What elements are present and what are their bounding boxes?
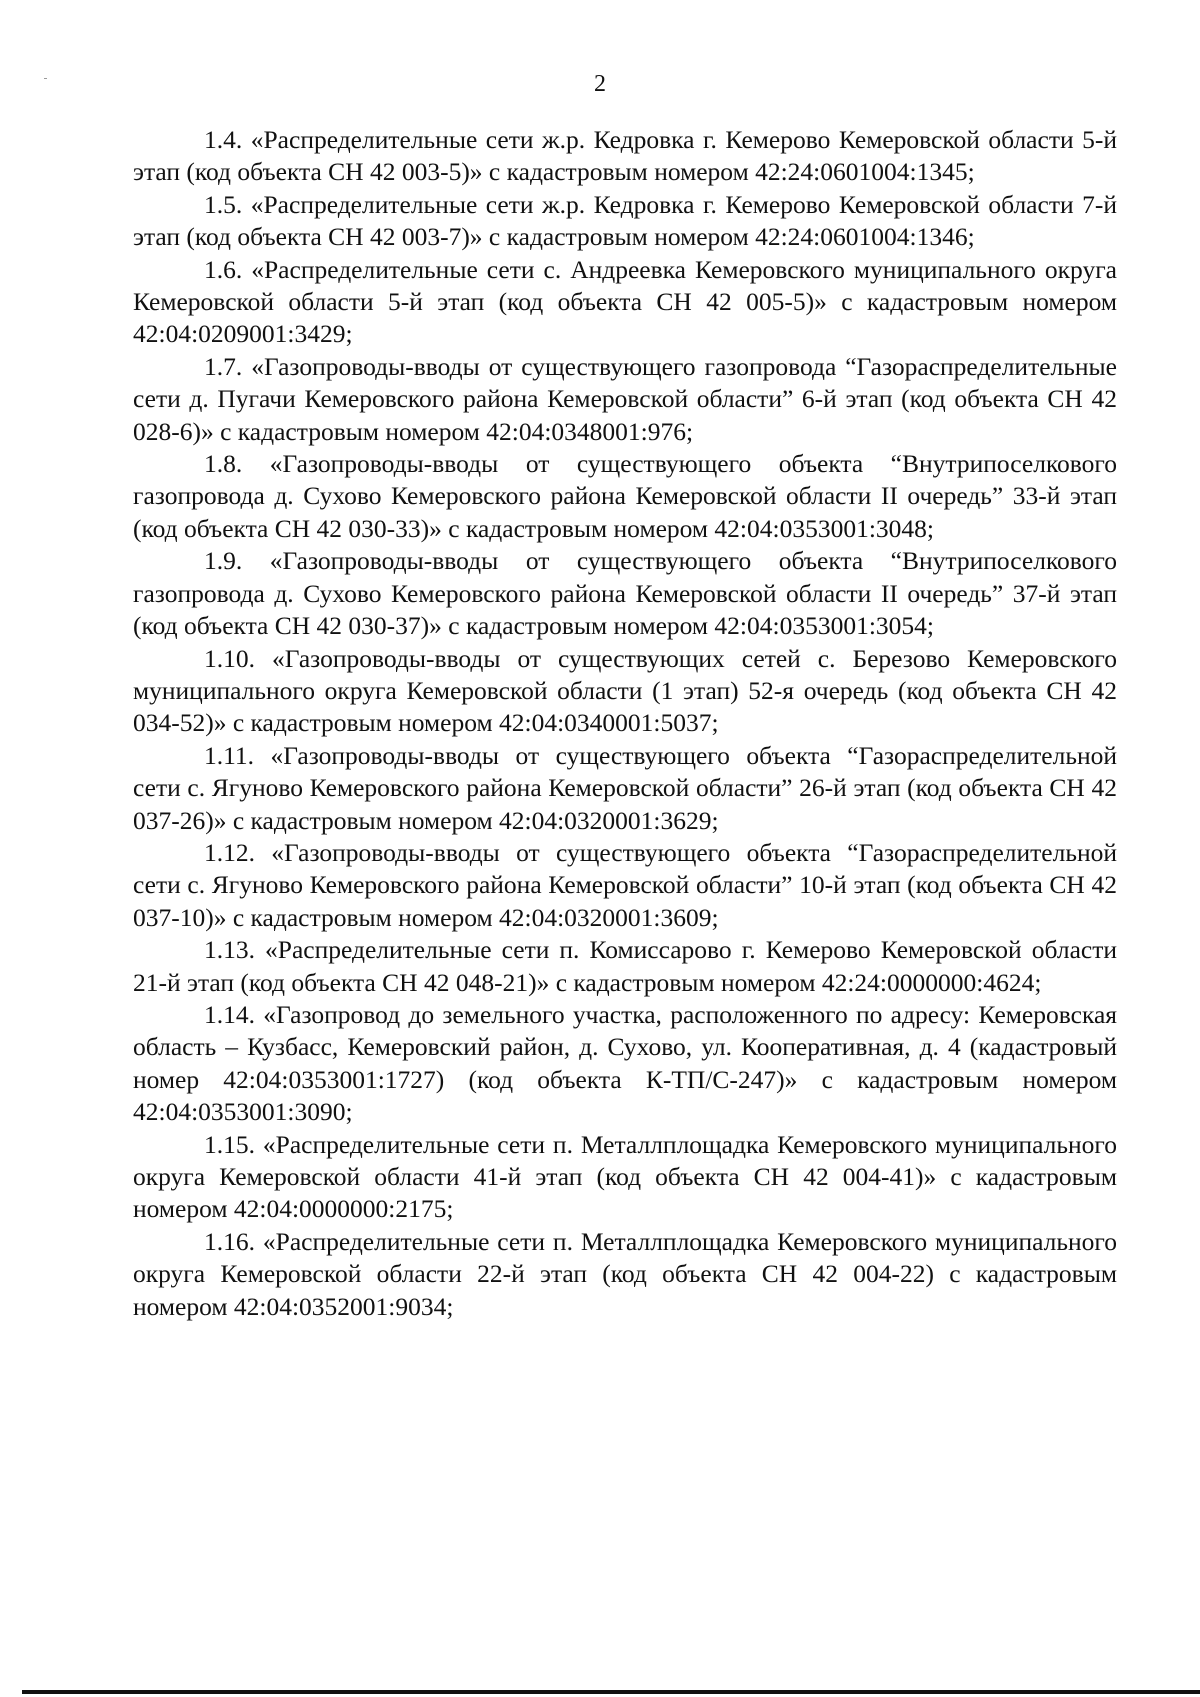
paragraph-1-15: 1.15. «Распределительные сети п. Металлплощадка Кемеровского муниципального округа Кемеровской области 41-й этап (код объекта СН 42 004-41)» с кадастровым номером 42:04:0000000:2175; [133,1129,1117,1224]
paragraph-1-8: 1.8. «Газопроводы-вводы от существующего объекта “Внутрипоселкового газопровода д. Сухово Кемеровского района Кемеровской области II очередь” 33-й этап (код объекта СН 42 030-33)» с кадастровым номером 42:04:0353001:3048; [133,449,1117,543]
paragraph-1-4: 1.4. «Распределительные сети ж.р. Кедровка г. Кемерово Кемеровской области 5-й этап (код объекта СН 42 003-5)» с кадастровым номером 42:24:0601004:1345; [133,125,1117,187]
paragraph-1-10: 1.10. «Газопроводы-вводы от существующих сетей с. Березово Кемеровского муниципального округа Кемеровской области (1 этап) 52-я очередь (код объекта СН 42 034-52)» с кадастровым номером 42:04:0340001:5037; [133,643,1117,738]
document-body [133,124,1117,1323]
paragraph-1-6: 1.6. «Распределительные сети с. Андреевка Кемеровского муниципального округа Кемеровской области 5-й этап (код объекта СН 42 005-5)» с кадастровым номером 42:04:0209001:3429; [133,254,1117,349]
bottom-edge-rule [22,1690,1200,1694]
paragraph-1-11: 1.11. «Газопроводы-вводы от существующего объекта “Газораспределительной сети с. Ягуново Кемеровского района Кемеровской области” 26-й этап (код объекта СН 42 037-26)» с кадастровым номером 42:04:0320001:3629; [133,740,1117,835]
paragraph-1-12: 1.12. «Газопроводы-вводы от существующего объекта “Газораспределительной сети с. Ягуново Кемеровского района Кемеровской области” 10-й этап (код объекта СН 42 037-10)» с кадастровым номером 42:04:0320001:3609; [133,837,1117,932]
paragraph-1-14: 1.14. «Газопровод до земельного участка, расположенного по адресу: Кемеровская область – Кузбасс, Кемеровский район, д. Сухово, ул. Кооперативная, д. 4 (кадастровый номер 42:04:0353001:1727) (код объекта К-ТП/С-247)» с кадастровым номером 42:04:0353001:3090; [133,999,1117,1127]
paragraph-1-7: 1.7. «Газопроводы-вводы от существующего газопровода “Газораспределительные сети д. Пугачи Кемеровского района Кемеровской области” 6-й этап (код объекта СН 42 028-6)» с кадастровым номером 42:04:0348001:976; [133,351,1117,446]
paragraph-1-13: 1.13. «Распределительные сети п. Комиссарово г. Кемерово Кемеровской области 21-й этап (код объекта СН 42 048-21)» с кадастровым номером 42:24:0000000:4624; [133,935,1117,997]
paragraph-1-16: 1.16. «Распределительные сети п. Металлплощадка Кемеровского муниципального округа Кемеровской области 22-й этап (код объекта СН 42 004-22) с кадастровым номером 42:04:0352001:9034; [133,1226,1117,1321]
paragraph-1-5: 1.5. «Распределительные сети ж.р. Кедровка г. Кемерово Кемеровской области 7-й этап (код объекта СН 42 003-7)» с кадастровым номером 42:24:0601004:1346; [133,189,1117,252]
paragraph-1-9: 1.9. «Газопроводы-вводы от существующего объекта “Внутрипоселкового газопровода д. Сухово Кемеровского района Кемеровской области II очередь” 37-й этап (код объекта СН 42 030-37)» с кадастровым номером 42:04:0353001:3054; [133,546,1117,641]
page-number: 2 [594,71,606,97]
